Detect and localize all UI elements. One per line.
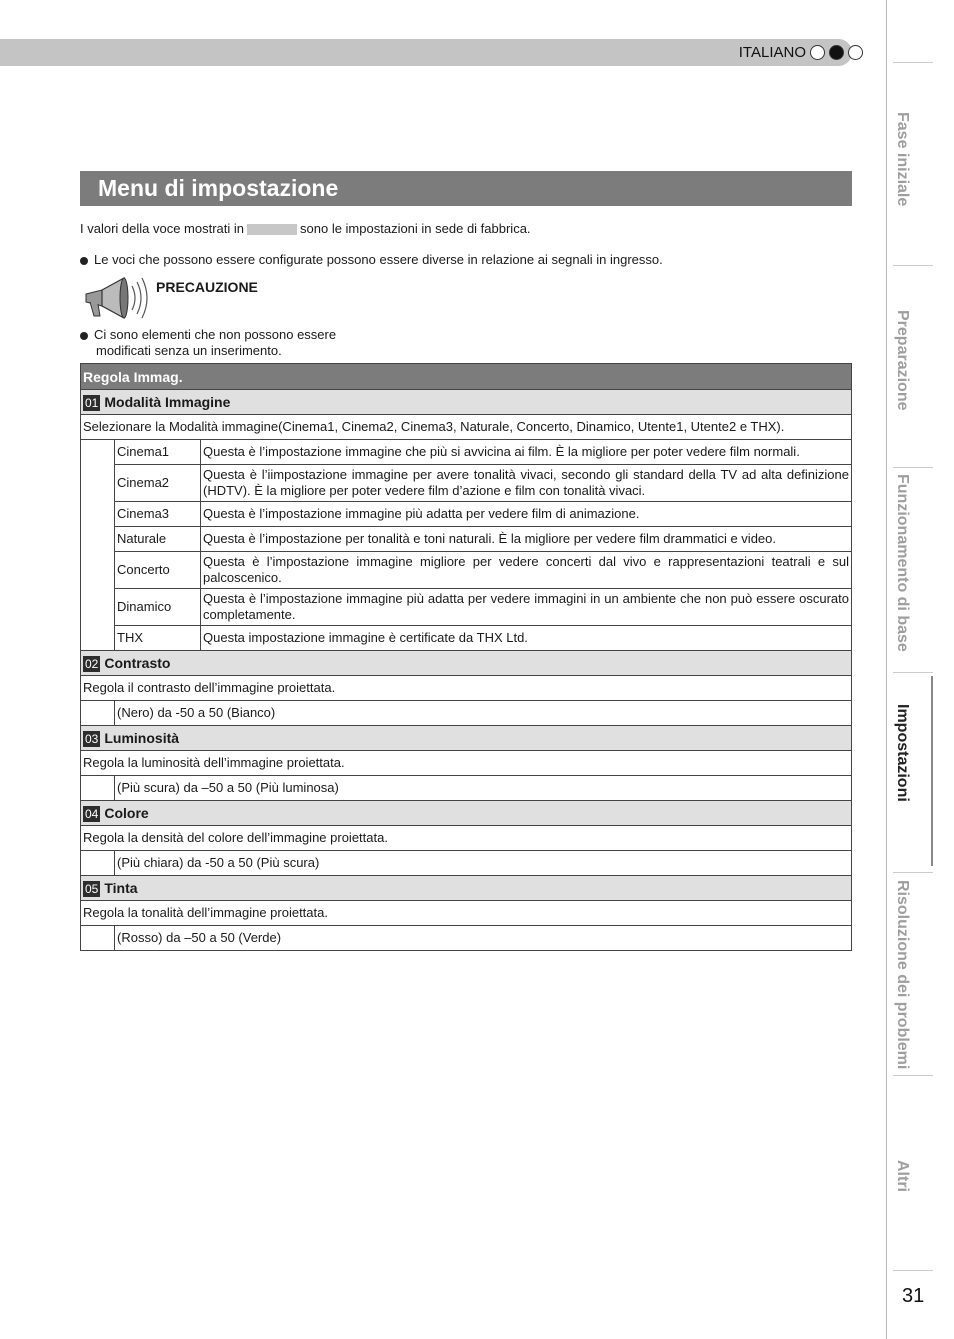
option-label: Naturale bbox=[115, 527, 201, 552]
option-label: Cinema1 bbox=[115, 440, 201, 465]
range-row bbox=[81, 926, 852, 951]
tab-funzionamento-di-base[interactable] bbox=[893, 474, 933, 652]
tab-preparazione[interactable] bbox=[893, 310, 933, 410]
bullet-icon bbox=[80, 257, 88, 265]
item-name: Tinta bbox=[104, 879, 138, 896]
item-header bbox=[81, 876, 852, 901]
page-title: Menu di impostazione bbox=[98, 175, 339, 201]
tab-label: Fase iniziale bbox=[894, 112, 911, 207]
intro-text bbox=[80, 221, 531, 236]
input-note bbox=[80, 252, 663, 267]
indent-cell bbox=[81, 776, 115, 801]
range-text: (Nero) da -50 a 50 (Bianco) bbox=[115, 701, 852, 726]
tab-label: Risoluzione dei problemi bbox=[894, 880, 911, 1070]
option-row bbox=[81, 440, 852, 465]
description-text: Regola il contrasto dell’immagine proiettata. bbox=[81, 676, 852, 701]
description-text: Regola la tonalità dell’immagine proiettata. bbox=[81, 901, 852, 926]
item-number: 01 bbox=[85, 395, 99, 410]
item-name: Colore bbox=[104, 804, 149, 821]
tab-label: Impostazioni bbox=[894, 704, 911, 802]
option-text: Questa impostazione immagine è certificate da THX Ltd. bbox=[201, 626, 852, 651]
language-label: ITALIANO bbox=[738, 44, 806, 61]
option-label: Cinema3 bbox=[115, 502, 201, 527]
tab-divider bbox=[893, 1270, 933, 1271]
tab-divider bbox=[893, 62, 933, 63]
item-number: 05 bbox=[85, 881, 99, 896]
item-number: 03 bbox=[85, 731, 99, 746]
caution-heading: PRECAUZIONE bbox=[156, 279, 258, 295]
intro-before: I valori della voce mostrati in bbox=[80, 221, 245, 236]
option-text: Questa è l’impostazione per tonalità e toni naturali. È la migliore per vedere film drammatici e video. bbox=[201, 527, 852, 552]
section-title: Regola Immag. bbox=[81, 364, 852, 390]
range-text: (Rosso) da –50 a 50 (Verde) bbox=[115, 926, 852, 951]
tab-altri[interactable] bbox=[893, 1160, 933, 1192]
page-number: 31 bbox=[902, 1285, 925, 1307]
settings-table bbox=[80, 363, 852, 951]
option-text: Questa è l’impostazione immagine migliore per vedere concerti dal vivo e rappresentazioni teatrali e sul palcoscenico. bbox=[201, 552, 852, 589]
item-header bbox=[81, 726, 852, 751]
range-row bbox=[81, 776, 852, 801]
description-text: Selezionare la Modalità immagine(Cinema1, Cinema2, Cinema3, Naturale, Concerto, Dinamico, Utente1, Utente2 e THX). bbox=[81, 415, 852, 440]
option-label: THX bbox=[115, 626, 201, 651]
note-text: Le voci che possono essere configurate possono essere diverse in relazione ai segnali in ingresso. bbox=[94, 252, 663, 267]
tab-divider bbox=[893, 872, 933, 873]
option-row bbox=[81, 626, 852, 651]
indent-cell bbox=[81, 440, 115, 651]
caution-line-2: modificati senza un inserimento. bbox=[96, 343, 282, 358]
option-label: Concerto bbox=[115, 552, 201, 589]
item-name: Contrasto bbox=[104, 654, 171, 671]
tab-divider bbox=[893, 467, 933, 468]
caution-line-1: Ci sono elementi che non possono essere bbox=[94, 327, 337, 342]
option-label: Dinamico bbox=[115, 589, 201, 626]
item-description bbox=[81, 751, 852, 776]
item-number: 02 bbox=[85, 656, 99, 671]
item-description bbox=[81, 901, 852, 926]
range-text: (Più chiara) da -50 a 50 (Più scura) bbox=[115, 851, 852, 876]
option-row bbox=[81, 502, 852, 527]
tab-divider bbox=[893, 1075, 933, 1076]
circle-icon bbox=[810, 45, 825, 60]
tab-divider bbox=[893, 672, 933, 673]
item-name: Modalità Immagine bbox=[104, 393, 231, 410]
language-indicator bbox=[739, 44, 863, 61]
option-text: Questa è l’impostazione immagine più adatta per vedere immagini in un ambiente che non può essere oscurato completamente. bbox=[201, 589, 852, 626]
item-description bbox=[81, 676, 852, 701]
intro-after: sono le impostazioni in sede di fabbrica. bbox=[300, 221, 531, 236]
indent-cell bbox=[81, 701, 115, 726]
tab-divider bbox=[893, 265, 933, 266]
circle-icon bbox=[848, 45, 863, 60]
range-row bbox=[81, 701, 852, 726]
section-header bbox=[81, 364, 852, 390]
description-text: Regola la densità del colore dell’immagine proiettata. bbox=[81, 826, 852, 851]
bullet-icon bbox=[80, 332, 88, 340]
item-number: 04 bbox=[85, 806, 99, 821]
item-description bbox=[81, 415, 852, 440]
item-header bbox=[81, 651, 852, 676]
megaphone-icon bbox=[80, 270, 158, 326]
description-text: Regola la luminosità dell’immagine proiettata. bbox=[81, 751, 852, 776]
indent-cell bbox=[81, 926, 115, 951]
option-row bbox=[81, 589, 852, 626]
default-swatch bbox=[247, 224, 297, 235]
range-text: (Più scura) da –50 a 50 (Più luminosa) bbox=[115, 776, 852, 801]
filled-circle-icon bbox=[829, 45, 844, 60]
indent-cell bbox=[81, 851, 115, 876]
option-row bbox=[81, 552, 852, 589]
tab-impostazioni[interactable] bbox=[893, 676, 933, 866]
option-text: Questa è l’impostazione immagine più adatta per vedere film di animazione. bbox=[201, 502, 852, 527]
tab-risoluzione-dei-problemi[interactable] bbox=[893, 880, 933, 1069]
option-row bbox=[81, 465, 852, 502]
item-description bbox=[81, 826, 852, 851]
item-header bbox=[81, 801, 852, 826]
range-row bbox=[81, 851, 852, 876]
title-bar bbox=[80, 171, 852, 206]
option-text: Questa è l’iimpostazione immagine per avere tonalità vivaci, secondo gli standard della TV ad alta definizione (HDTV). È la migliore per poter vedere film d’azione e film con tonalità vivaci. bbox=[201, 465, 852, 502]
item-header bbox=[81, 390, 852, 415]
tab-label: Funzionamento di base bbox=[894, 474, 911, 652]
option-label: Cinema2 bbox=[115, 465, 201, 502]
caution-text bbox=[80, 327, 336, 359]
header-bar bbox=[0, 39, 852, 66]
option-text: Questa è l’impostazione immagine che più si avvicina ai film. È la migliore per poter vedere film normali. bbox=[201, 440, 852, 465]
option-row bbox=[81, 527, 852, 552]
tab-label: Preparazione bbox=[894, 310, 911, 411]
tab-fase-iniziale[interactable] bbox=[893, 112, 933, 206]
item-name: Luminosità bbox=[104, 729, 180, 746]
tab-label: Altri bbox=[894, 1160, 911, 1192]
